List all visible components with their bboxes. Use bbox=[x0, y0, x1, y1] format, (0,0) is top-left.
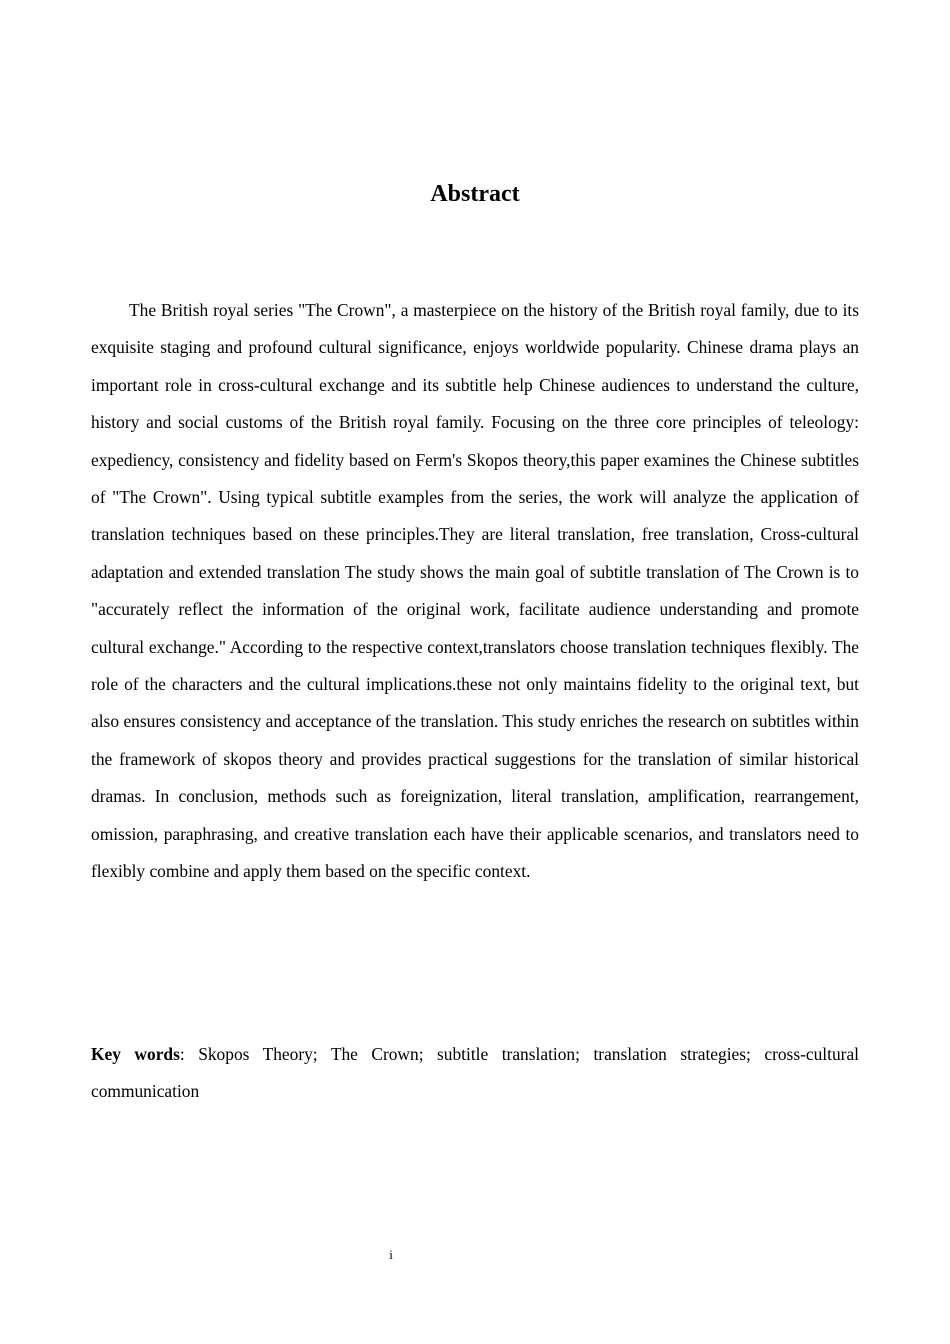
keywords-separator: : bbox=[179, 1044, 199, 1064]
abstract-body: The British royal series "The Crown", a masterpiece on the history of the British royal family, due to its exquisite staging and profound cultural significance, enjoys worldwide popularity. Chinese drama plays an important role in cross-cultural exchange and its subtitle help Chinese audiences to understand the culture, history and social customs of the British royal family. Focusing on the three core principles of teleology: expediency, consistency and fidelity based on Ferm's Skopos theory,this paper examines the Chinese subtitles of "The Crown". Using typical subtitle examples from the series, the work will analyze the application of translation techniques based on these principles.They are literal translation, free translation, Cross-cultural adaptation and extended translation The study shows the main goal of subtitle translation of The Crown is to "accurately reflect the information of the original work, facilitate audience understanding and promote cultural exchange." According to the respective context,translators choose translation techniques flexibly. The role of the characters and the cultural implications.these not only maintains fidelity to the original text, but also ensures consistency and acceptance of the translation. This study enriches the research on subtitles within the framework of skopos theory and provides practical suggestions for the translation of similar historical dramas. In conclusion, methods such as foreignization, literal translation, amplification, rearrangement, omission, paraphrasing, and creative translation each have their applicable scenarios, and translators need to flexibly combine and apply them based on the specific context. bbox=[91, 300, 859, 882]
page-number: i bbox=[389, 1247, 393, 1262]
keywords-paragraph bbox=[91, 1036, 859, 1111]
abstract-title: Abstract bbox=[430, 181, 520, 207]
keywords-text: Skopos Theory; The Crown; subtitle translation; translation strategies; cross-cultural communication bbox=[91, 1044, 860, 1102]
keywords-label: Key words bbox=[91, 1044, 180, 1064]
